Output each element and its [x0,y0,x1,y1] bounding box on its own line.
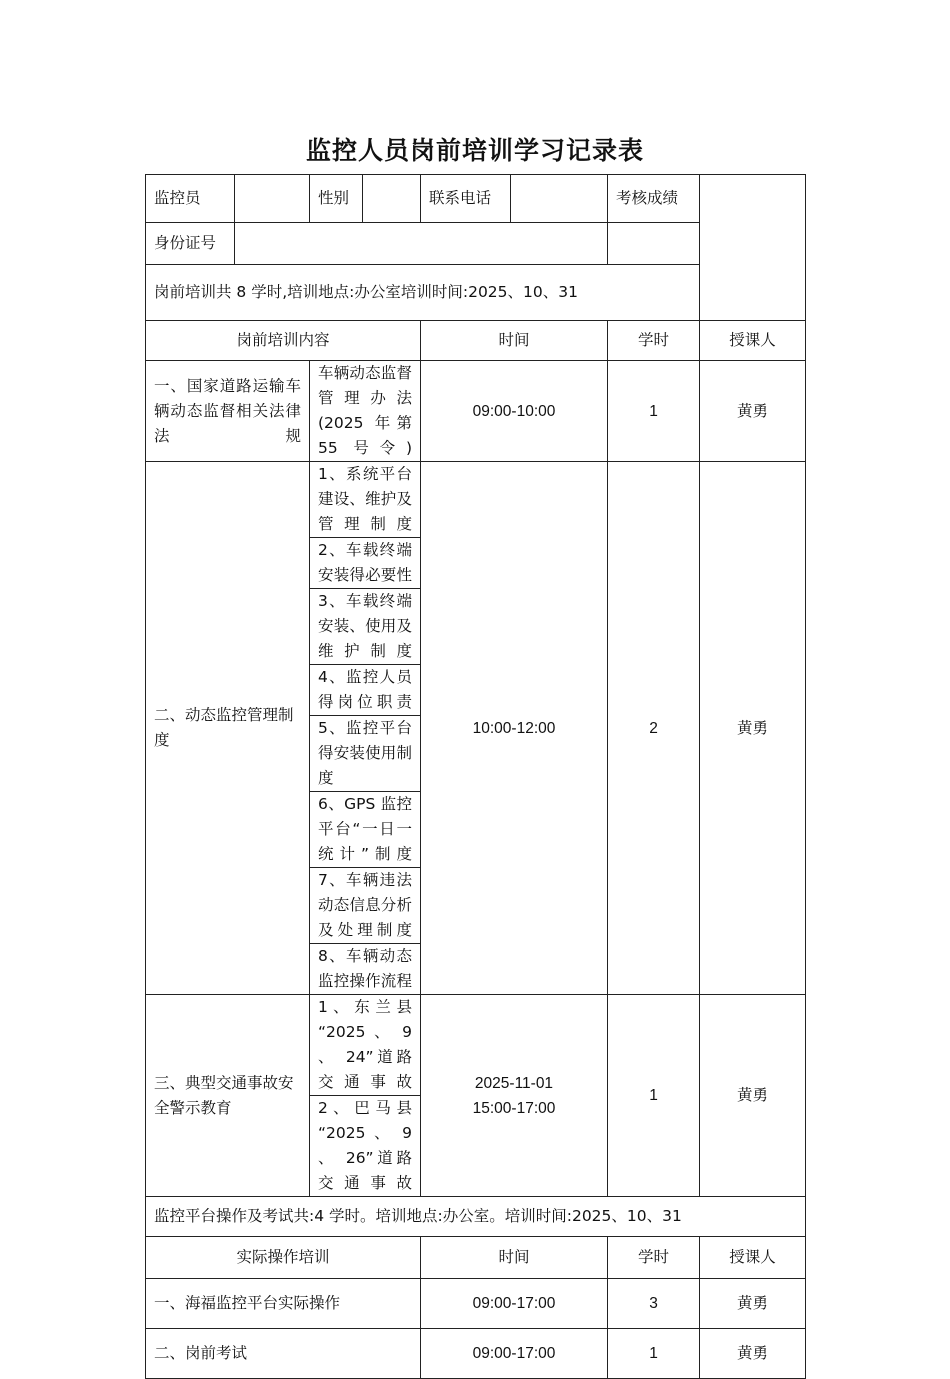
date-time-cell [421,995,608,1197]
section2-summary: 监控平台操作及考试共:4 学时。培训地点:办公室。培训时间:2025、10、31 [146,1197,806,1237]
item-cell: 4、监控人员得岗位职责 [310,665,421,716]
teacher-cell: 黄勇 [700,995,806,1197]
teacher-cell: 黄勇 [700,462,806,995]
category-cell: 三、典型交通事故安全警示教育 [146,995,310,1197]
practice-content-cell: 一、海福监控平台实际操作 [146,1279,421,1329]
phone-value-field[interactable] [511,175,608,223]
time-cell: 09:00-10:00 [421,361,608,462]
column-header-teacher: 授课人 [700,321,806,361]
hours-cell: 1 [608,1329,700,1379]
practice-content-cell: 二、岗前考试 [146,1329,421,1379]
item-cell: 1 、 东 兰 县 “2025 、 9 、 24”道路交通事故 [310,995,421,1096]
date-text: 2025-11-01 [474,1074,554,1092]
score-label: 考核成绩 [608,175,700,223]
item-cell: 5、监控平台得安装使用制度 [310,716,421,792]
item-cell: 8、车辆动态监控操作流程 [310,944,421,995]
hours-cell: 1 [608,995,700,1197]
column-header-hours: 学时 [608,1237,700,1279]
teacher-cell: 黄勇 [700,1279,806,1329]
time-cell: 10:00-12:00 [421,462,608,995]
category-cell: 一、国家道路运输车辆动态监督相关法律法规 [146,361,310,462]
hours-cell: 1 [608,361,700,462]
item-cell: 1、系统平台建设、维护及管理制度 [310,462,421,538]
category-cell: 二、动态监控管理制度 [146,462,310,995]
hours-cell: 3 [608,1279,700,1329]
column-header-content: 岗前培训内容 [146,321,421,361]
time-cell: 09:00-17:00 [421,1329,608,1379]
training-record-table [145,174,806,1379]
gender-value-field[interactable] [363,175,421,223]
item-cell: 2、车载终端安装得必要性 [310,538,421,589]
item-cell: 2 、 巴 马 县 “2025 、 9 、 26”道路交通事故 [310,1096,421,1197]
column-header-time: 时间 [421,1237,608,1279]
photo-cell [700,175,806,321]
teacher-cell: 黄勇 [700,361,806,462]
id-label: 身份证号 [146,223,235,265]
column-header-hours: 学时 [608,321,700,361]
column-header-time: 时间 [421,321,608,361]
item-cell: 车辆动态监督管理办法(2025 年第 55 号令) [310,361,421,462]
phone-label: 联系电话 [421,175,511,223]
column-header-teacher: 授课人 [700,1237,806,1279]
hours-cell: 2 [608,462,700,995]
column-header-practice: 实际操作培训 [146,1237,421,1279]
monitor-value-field[interactable] [235,175,310,223]
id-value-field[interactable] [235,223,608,265]
teacher-cell: 黄勇 [700,1329,806,1379]
item-cell: 3、车载终端安装、使用及维护制度 [310,589,421,665]
item-cell: 7、车辆违法动态信息分析及处理制度 [310,868,421,944]
page-title: 监控人员岗前培训学习记录表 [305,136,644,165]
gender-label: 性别 [310,175,363,223]
monitor-label: 监控员 [146,175,235,223]
time-text: 15:00-17:00 [472,1099,556,1117]
time-cell: 09:00-17:00 [421,1279,608,1329]
item-cell: 6、GPS 监控平台“一日一统计”制度 [310,792,421,868]
section1-summary: 岗前培训共 8 学时,培训地点:办公室培训时间:2025、10、31 [146,265,700,321]
score-value-field[interactable] [608,223,700,265]
